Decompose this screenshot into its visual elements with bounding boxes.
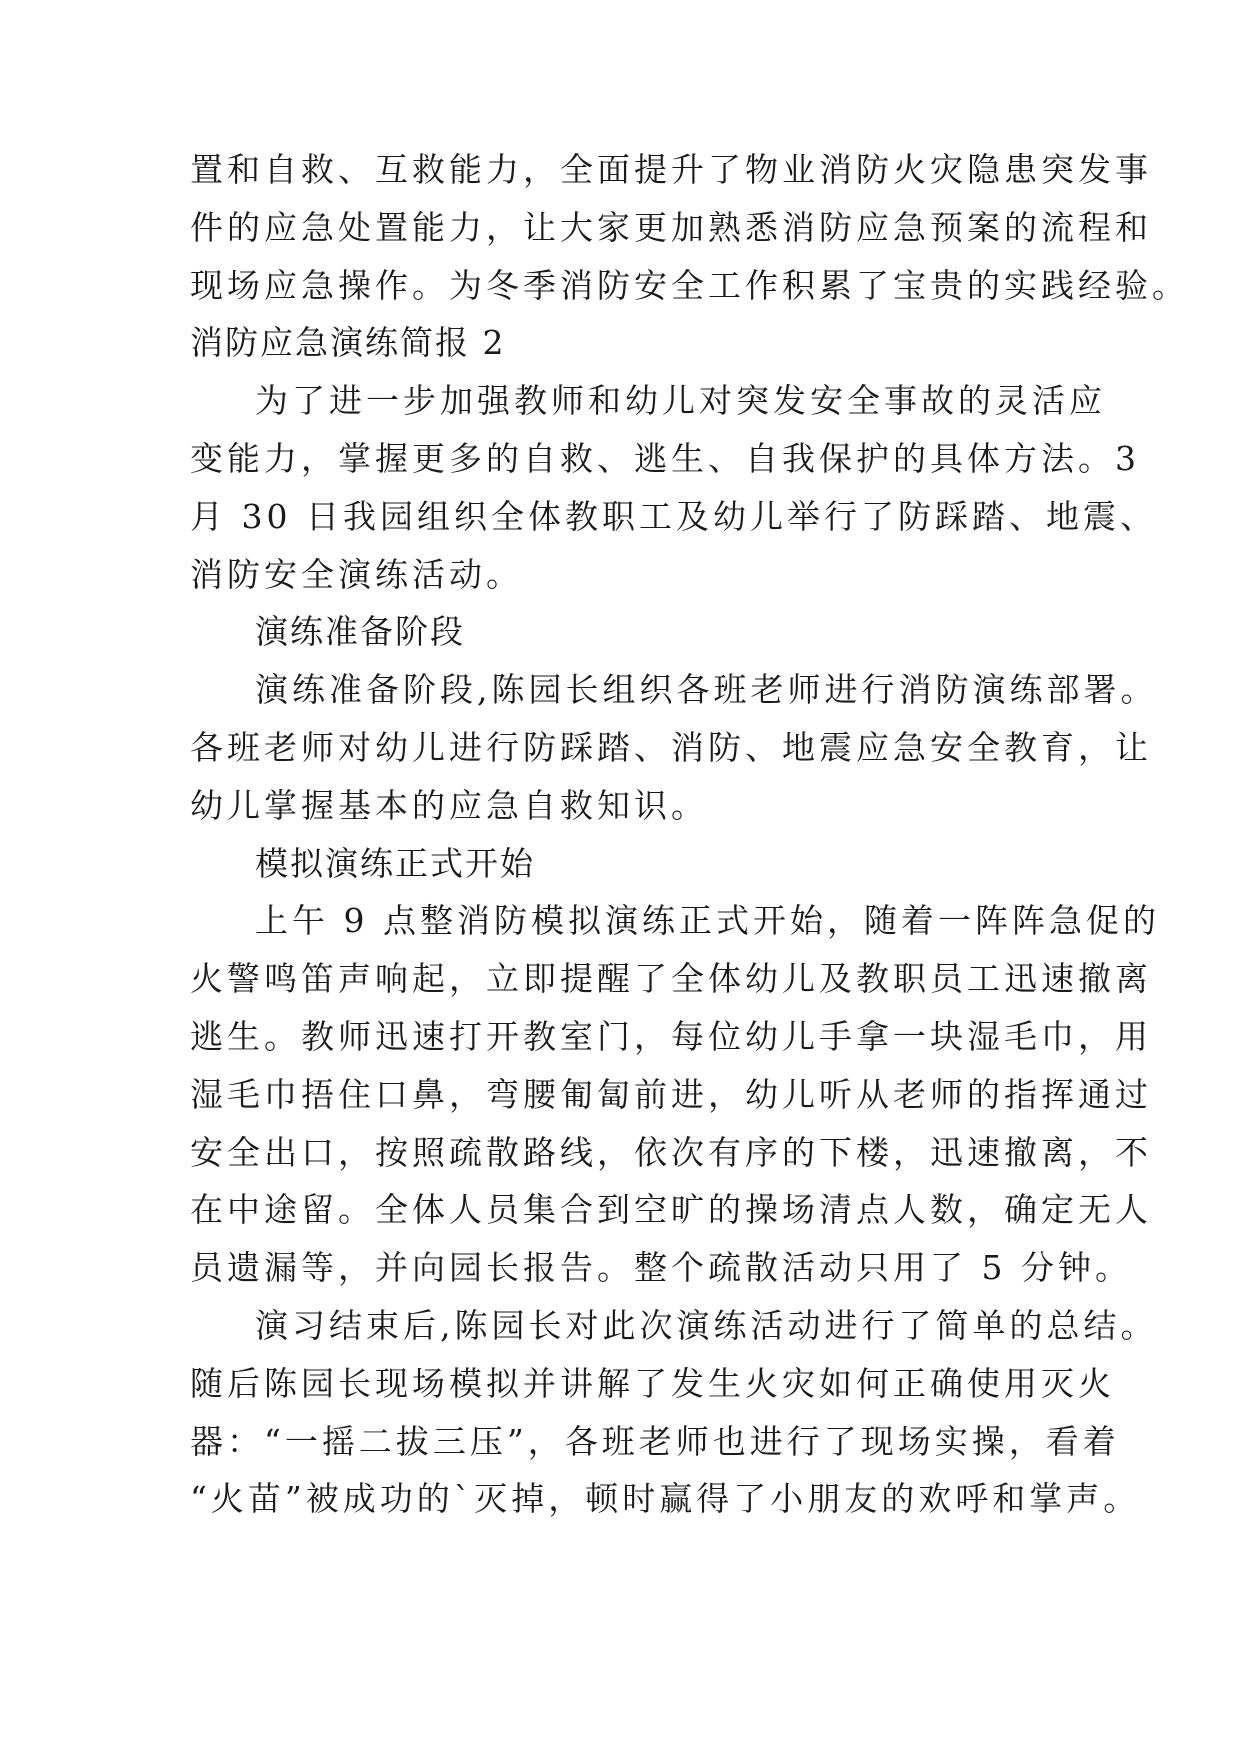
paragraph-line: 幼儿掌握基本的应急自救知识。 (190, 786, 708, 825)
paragraph-line: “火苗”被成功的`灭掉，顿时赢得了小朋友的欢呼和掌声。 (190, 1479, 1141, 1518)
subheading: 演练准备阶段 (255, 612, 465, 651)
paragraph-line: 火警鸣笛声响起，立即提醒了全体幼儿及教职员工迅速撤离 (190, 959, 1152, 998)
paragraph-line: 各班老师对幼儿进行防踩踏、消防、地震应急安全教育，让 (190, 728, 1152, 767)
subheading: 模拟演练正式开始 (255, 844, 535, 883)
paragraph-line: 在中途留。全体人员集合到空旷的操场清点人数，确定无人 (190, 1190, 1152, 1229)
paragraph-line: 件的应急处置能力，让大家更加熟悉消防应急预案的流程和 (190, 208, 1152, 247)
paragraph-line: 上午 9 点整消防模拟演练正式开始，随着一阵阵急促的 (255, 901, 1160, 940)
paragraph-line: 置和自救、互救能力，全面提升了物业消防火灾隐患突发事 (190, 150, 1152, 189)
paragraph-line: 现场应急操作。为冬季消防安全工作积累了宝贵的实践经验。 (190, 266, 1189, 305)
paragraph-line: 随后陈园长现场模拟并讲解了发生火灾如何正确使用灭火 (190, 1364, 1115, 1403)
paragraph-line: 消防安全演练活动。 (190, 555, 523, 594)
paragraph-line: 演练准备阶段,陈园长组织各班老师进行消防演练部署。 (255, 670, 1158, 709)
paragraph-line: 安全出口，按照疏散路线，依次有序的下楼，迅速撤离，不 (190, 1133, 1152, 1172)
paragraph-line: 湿毛巾捂住口鼻，弯腰匍匐前进，幼儿听从老师的指挥通过 (190, 1075, 1152, 1114)
paragraph-line: 月 30 日我园组织全体教职工及幼儿举行了防踩踏、地震、 (190, 497, 1157, 536)
paragraph-line: 器：“一摇二拔三压”，各班老师也进行了现场实操，看着 (190, 1422, 1120, 1461)
paragraph-line: 逃生。教师迅速打开教室门，每位幼儿手拿一块湿毛巾，用 (190, 1017, 1152, 1056)
paragraph-line: 员遗漏等，并向园长报告。整个疏散活动只用了 5 分钟。 (190, 1248, 1132, 1287)
paragraph-line: 演习结束后,陈园长对此次演练活动进行了简单的总结。 (255, 1306, 1158, 1345)
section-title: 消防应急演练简报 2 (190, 323, 506, 362)
paragraph-line: 变能力，掌握更多的自救、逃生、自我保护的具体方法。3 (190, 439, 1140, 478)
paragraph-line: 为了进一步加强教师和幼儿对突发安全事故的灵活应 (255, 381, 1106, 420)
